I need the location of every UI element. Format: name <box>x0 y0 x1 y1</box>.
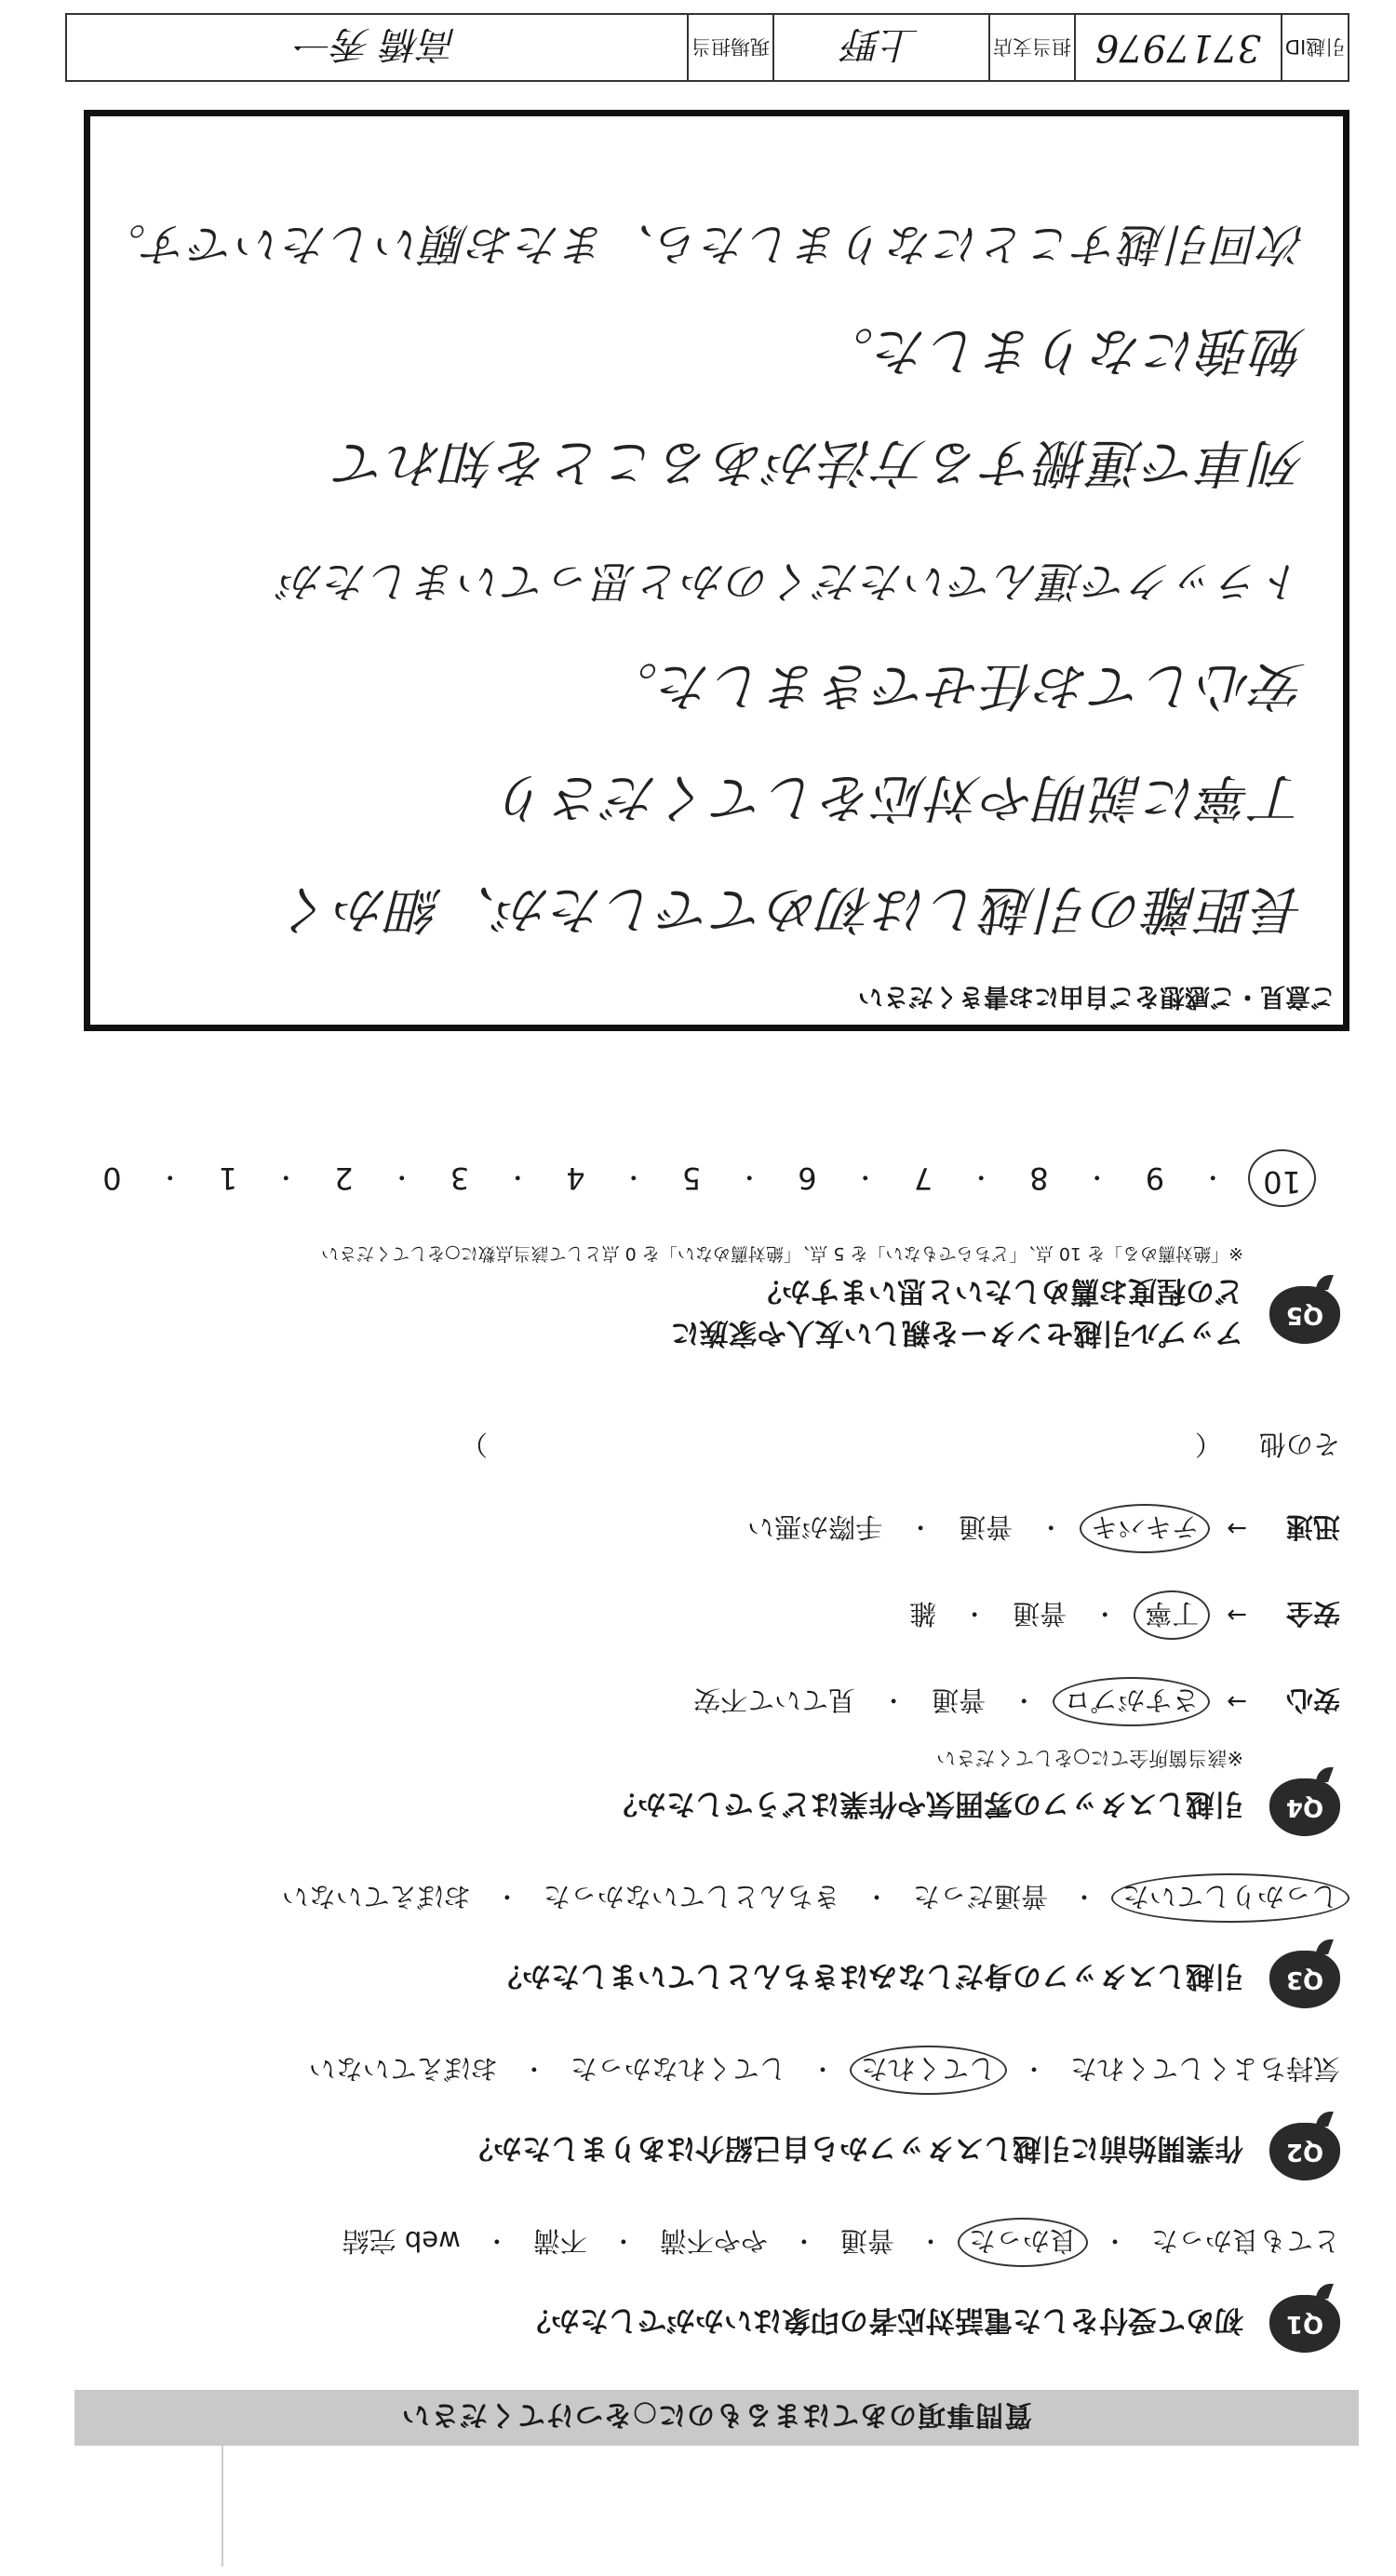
q4-other <box>56 1427 1340 1465</box>
q2-badge: Q2 <box>1269 2123 1340 2180</box>
q5-scale: 10 ・ 9 ・ 8 ・ 7 ・ 6 ・ 5 ・ 4 ・ 3 ・ 2 ・ 1 ・ 0 <box>102 1161 1303 1196</box>
branch-value: 上野 <box>772 15 988 80</box>
q4-option-selected[interactable]: 丁寧 <box>1134 1590 1210 1640</box>
q1-option-selected[interactable]: 良かった <box>958 2218 1088 2267</box>
comment-box[interactable] <box>84 110 1349 1031</box>
id-label: 引越ID <box>1281 15 1348 80</box>
q4-row-label: 安全 <box>1285 1598 1340 1630</box>
q1-text: 初めて受付をした電話対応者の印象はいかがでしたか？ <box>522 2303 1243 2338</box>
question-3 <box>56 1879 1340 2008</box>
q4-row-anzen: 安全 → 丁寧 ・ 普通 ・ 雑 <box>56 1596 1340 1634</box>
q2-text: 作業開始前に引越しスタッフから自己紹介はありましたか？ <box>464 2131 1243 2166</box>
comment-line: 長距離の引越しは初めてでしたが、細かく <box>280 879 1306 939</box>
q3-options: しっかりしていた ・ 普通だった ・ きちんとしていなかった ・ おぼえていない <box>56 1879 1340 1917</box>
comment-line: 次回引越すことになりましたら、またお願いしたいです。 <box>99 218 1306 270</box>
q5-text-line2: どの程度お薦めしたいと思いますか？ <box>753 1274 1243 1308</box>
q1-option[interactable]: 普通 <box>839 2225 894 2257</box>
comment-line: トラックで運んでいただくのかと思っていましたが <box>278 557 1306 607</box>
branch-label: 担当支店 <box>988 15 1074 80</box>
q4-paren-left: （ <box>1194 1429 1222 1460</box>
comment-line: 安心してお任せできました。 <box>604 655 1306 716</box>
q4-row-label: 安心 <box>1285 1684 1340 1716</box>
q4-row-label: 迅速 <box>1285 1511 1340 1543</box>
q4-option[interactable]: 普通 <box>932 1684 987 1716</box>
q5-score[interactable]: 1 <box>218 1161 238 1196</box>
q5-text <box>671 1273 1243 1357</box>
comment-line: 丁寧に説明や対応をしてくださり <box>496 767 1306 827</box>
q2-option-selected[interactable]: してくれた <box>850 2046 1007 2095</box>
q3-option[interactable]: おぼえていない <box>281 1881 471 1912</box>
q4-paren-right: ） <box>460 1429 488 1460</box>
q4-option-selected[interactable]: テキパキ <box>1080 1504 1210 1553</box>
q3-option-selected[interactable]: しっかりしていた <box>1111 1873 1349 1923</box>
q4-option-selected[interactable]: さすがプロ <box>1053 1677 1210 1726</box>
q2-option[interactable]: おぼえていない <box>308 2053 498 2085</box>
comment-heading: ご意見・ご感想をご自由にお書きください <box>858 982 1336 1011</box>
question-1 <box>56 2223 1340 2353</box>
q3-badge: Q3 <box>1269 1951 1340 2008</box>
question-4 <box>56 1427 1340 1836</box>
q2-option[interactable]: 気持ちよくしてくれた <box>1069 2053 1340 2085</box>
q5-score[interactable]: 8 <box>1029 1161 1049 1196</box>
q5-score[interactable]: 9 <box>1145 1161 1165 1196</box>
staff-value: 高橋 秀一 <box>296 22 458 66</box>
q5-score-selected[interactable]: 10 <box>1248 1149 1316 1207</box>
q4-option[interactable]: 普通 <box>959 1511 1013 1543</box>
q5-score[interactable]: 5 <box>681 1161 702 1196</box>
q4-note: ※該当箇所全てに○をしてください <box>936 1747 1243 1769</box>
q3-option[interactable]: 普通だった <box>912 1881 1048 1912</box>
comment-line: 勉強になりました。 <box>820 320 1306 381</box>
q1-option[interactable]: とても良かった <box>1150 2225 1340 2257</box>
section-header <box>74 2390 1359 2446</box>
q1-options: とても良かった ・ 良かった ・ 普通 ・ やや不満 ・ 不満 ・ web 完結 <box>56 2223 1340 2261</box>
arrow-icon: → <box>1227 1601 1247 1630</box>
q5-score[interactable]: 7 <box>913 1161 933 1196</box>
q1-option[interactable]: 不満 <box>532 2225 587 2257</box>
q2-option[interactable]: してくれなかった <box>570 2053 786 2085</box>
q1-badge: Q1 <box>1269 2295 1340 2353</box>
q4-option[interactable]: 普通 <box>1013 1598 1067 1630</box>
staff-label: 現場担当 <box>687 15 772 80</box>
q4-row-jinsoku: 迅速 → テキパキ ・ 普通 ・ 手際が悪い <box>56 1509 1340 1548</box>
q4-rows <box>56 1427 1340 1721</box>
q5-note: ※「絶対薦める」を 10 点、「どちらでもない」を 5 点、「絶対薦めない」を 0 点として該当点数に○をしてください <box>321 1243 1243 1264</box>
q4-option[interactable]: 雑 <box>909 1598 937 1630</box>
q3-option[interactable]: きちんとしていなかった <box>543 1881 840 1912</box>
q4-option[interactable]: 見ていて不安 <box>693 1684 856 1716</box>
margin-line <box>221 2427 223 2567</box>
q4-text: 引越しスタッフの雰囲気や作業はどうでしたか？ <box>609 1787 1243 1821</box>
question-2 <box>56 2051 1340 2180</box>
q4-option[interactable]: 手際が悪い <box>747 1511 883 1543</box>
id-strip <box>65 13 1349 82</box>
q3-text: 引越しスタッフの身だしなみはきちんとしていましたか？ <box>493 1959 1243 1993</box>
q5-badge: Q5 <box>1269 1286 1340 1344</box>
id-value: 3717976 <box>1074 15 1281 80</box>
q1-option[interactable]: やや不満 <box>659 2225 768 2257</box>
instruction-text: 質問事項のあてはまるものに○をつけてください <box>400 2398 1033 2431</box>
q5-score[interactable]: 0 <box>102 1161 122 1196</box>
q2-options: 気持ちよくしてくれた ・ してくれた ・ してくれなかった ・ おぼえていない <box>56 2051 1340 2089</box>
q5-score[interactable]: 2 <box>334 1161 354 1196</box>
arrow-icon: → <box>1227 1514 1247 1543</box>
arrow-icon: → <box>1227 1687 1247 1716</box>
q4-badge: Q4 <box>1269 1778 1340 1836</box>
comment-line: 列車で運搬する方法があることを知れて <box>334 432 1306 492</box>
q5-score[interactable]: 4 <box>566 1161 585 1196</box>
q5-score[interactable]: 3 <box>450 1161 470 1196</box>
question-5 <box>56 1161 1340 1357</box>
q1-option[interactable]: web 完結 <box>342 2225 461 2257</box>
q5-score[interactable]: 6 <box>798 1161 817 1196</box>
q4-other-label: その他 <box>1258 1429 1340 1460</box>
q4-row-anshin: 安心 → さすがプロ ・ 普通 ・ 見ていて不安 <box>56 1683 1340 1721</box>
q5-text-line1: アップル引越センターを親しい友人や家族に <box>670 1316 1243 1349</box>
